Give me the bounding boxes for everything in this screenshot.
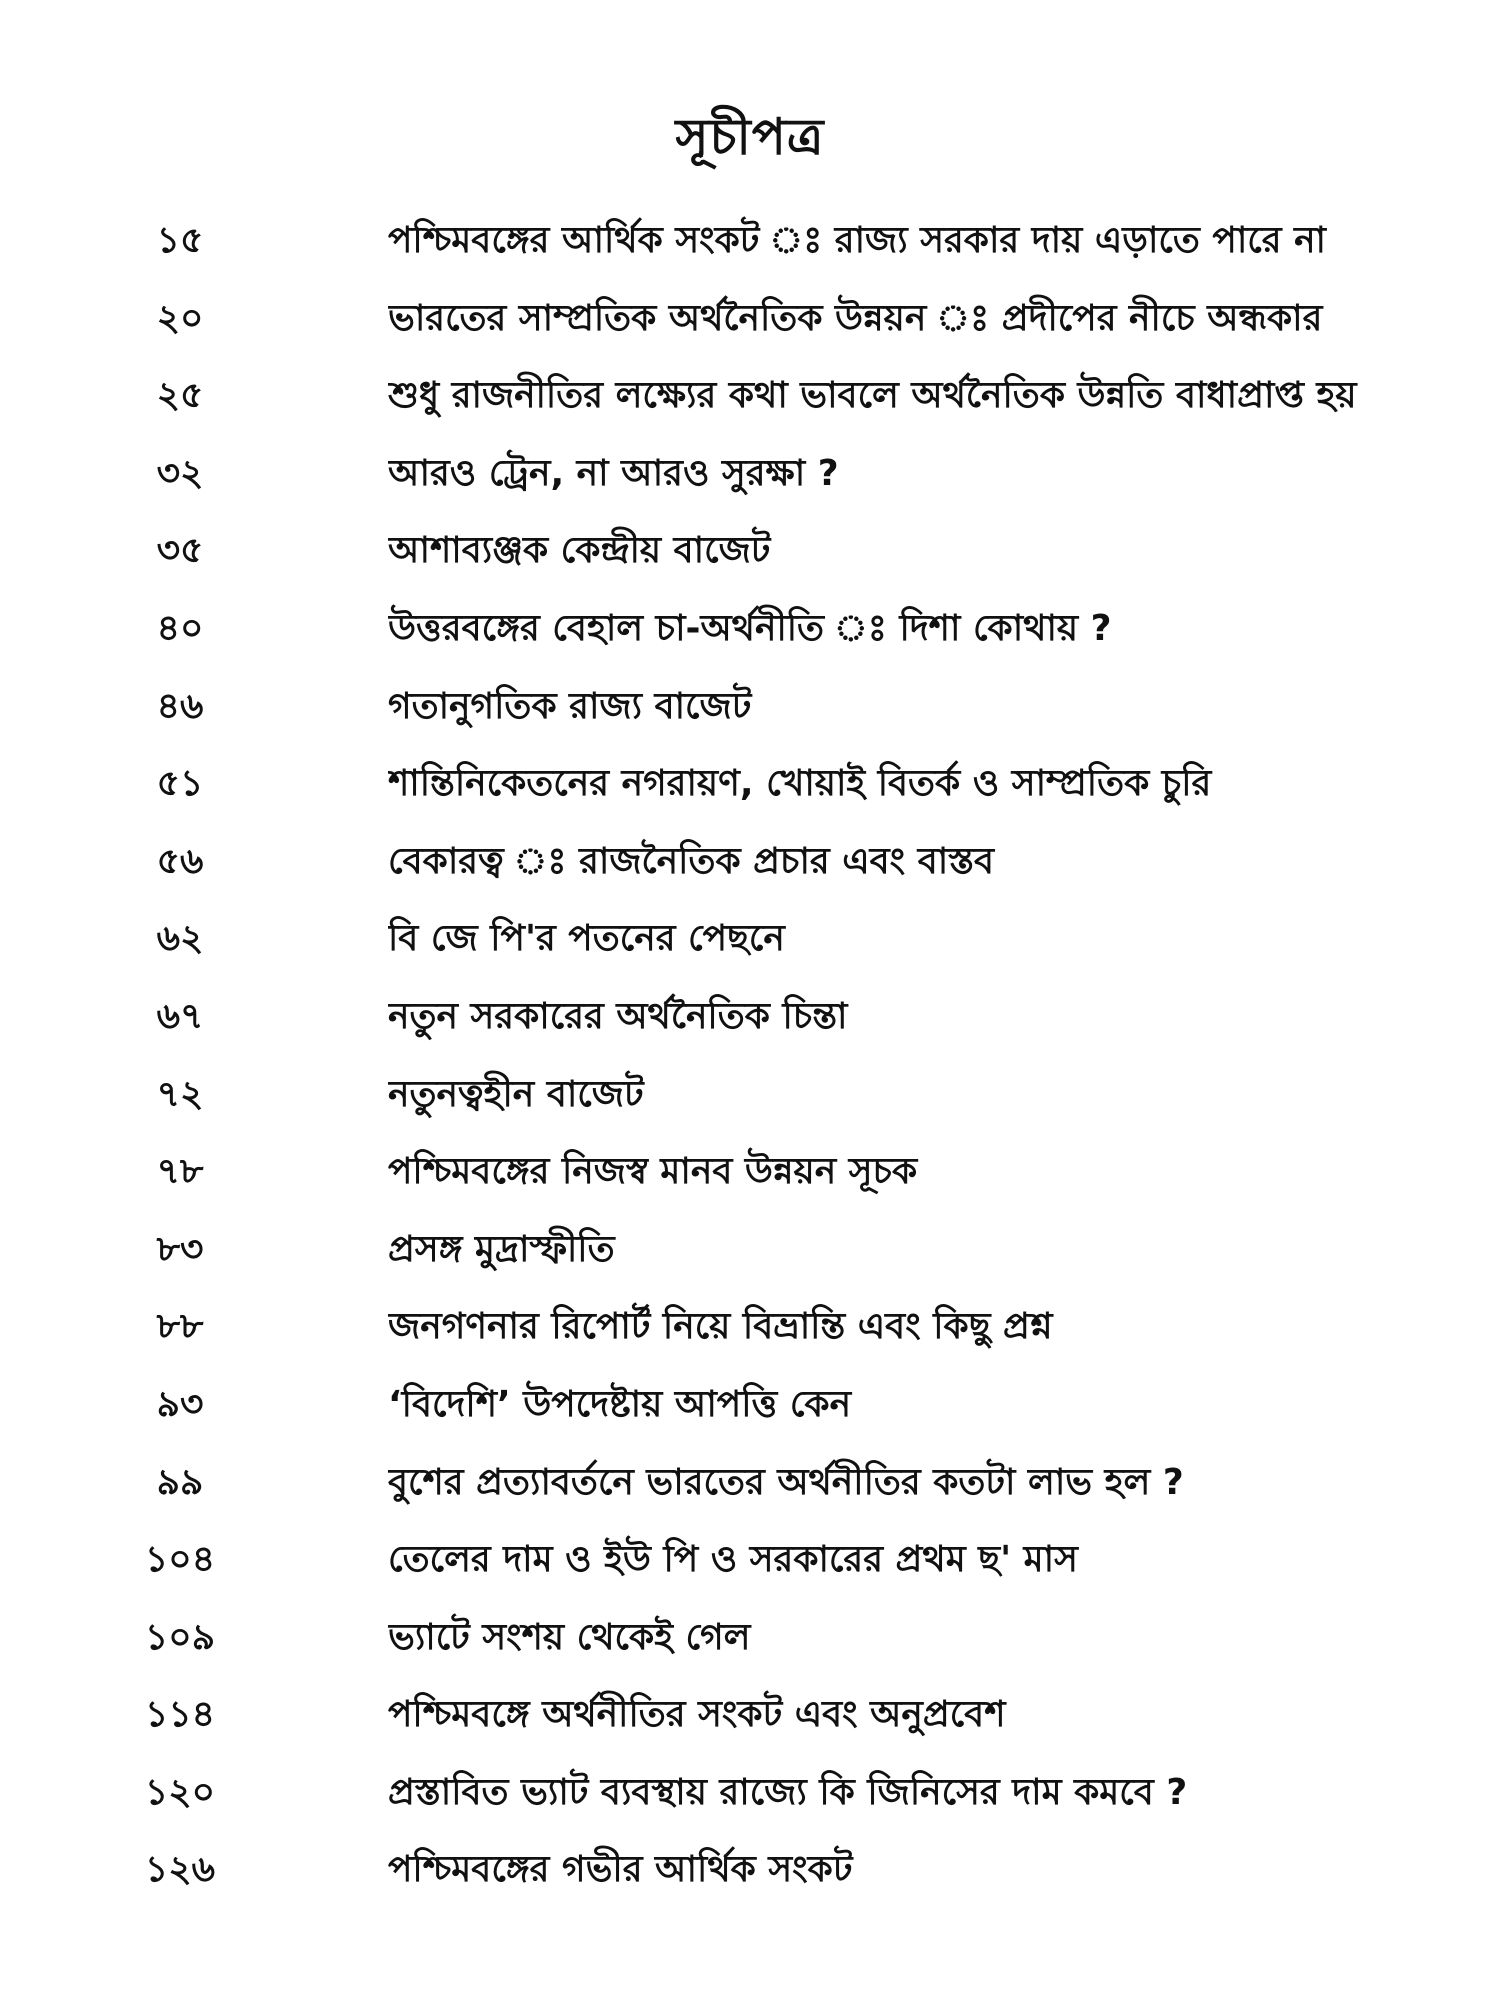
toc-entry [0, 1222, 1500, 1300]
toc-entry-title: বেকারত্ব ঃ রাজনৈতিক প্রচার এবং বাস্তব [388, 840, 995, 882]
toc-entry [0, 989, 1500, 1067]
toc-page-number: ৪০ [156, 607, 204, 649]
toc-entry-title: তেলের দাম ও ইউ পি ও সরকারের প্রথম ছ' মাস [388, 1539, 1078, 1581]
toc-entry [0, 368, 1500, 446]
toc-entry-title: ‘বিদেশি’ উপদেষ্টায় আপত্তি কেন [388, 1383, 852, 1425]
toc-entry-title: বুশের প্রত্যাবর্তনে ভারতের অর্থনীতির কতটা লাভ হল ? [388, 1461, 1184, 1503]
toc-entry-title: ভ্যাটে সংশয় থেকেই গেল [388, 1616, 751, 1658]
toc-entry-title: পশ্চিমবঙ্গের গভীর আর্থিক সংকট [388, 1849, 853, 1891]
toc-entry-title: আরও ট্রেন, না আরও সুরক্ষা ? [388, 452, 839, 494]
toc-entry [0, 834, 1500, 912]
toc-entry [0, 1765, 1500, 1843]
page-title: সূচীপত্র [675, 108, 825, 166]
toc-entry [0, 291, 1500, 369]
toc-page-number: ১০৪ [144, 1539, 216, 1581]
toc-entry [0, 1610, 1500, 1688]
toc-entry-title: উত্তরবঙ্গের বেহাল চা-অর্থনীতি ঃ দিশা কোথায় ? [388, 607, 1112, 649]
toc-entry [0, 679, 1500, 757]
toc-page-number: ৯৯ [156, 1461, 204, 1503]
toc-page-number: ৩৫ [156, 530, 204, 572]
toc-page-number: ৬৭ [156, 995, 204, 1037]
toc-page-number: ১২০ [144, 1771, 216, 1813]
toc-entry [0, 1067, 1500, 1145]
toc-entry-title: শান্তিনিকেতনের নগরায়ণ, খোয়াই বিতর্ক ও সাম্প্রতিক চুরি [388, 763, 1212, 805]
toc-entry-title: নতুনত্বহীন বাজেট [388, 1073, 644, 1115]
toc-entry-title: আশাব্যঞ্জক কেন্দ্রীয় বাজেট [388, 530, 771, 572]
toc-page-number: ১২৬ [144, 1849, 216, 1891]
toc-entry [0, 601, 1500, 679]
toc-page-number: ১১৪ [144, 1694, 216, 1736]
toc-entry-title: প্রসঙ্গ মুদ্রাস্ফীতি [388, 1228, 615, 1270]
toc-entry [0, 1455, 1500, 1533]
toc-entry-title: জনগণনার রিপোর্ট নিয়ে বিভ্রান্তি এবং কিছু প্রশ্ন [388, 1306, 1053, 1348]
toc-entry-title: বি জে পি'র পতনের পেছনে [388, 918, 785, 960]
toc-entry-title: শুধু রাজনীতির লক্ষ্যের কথা ভাবলে অর্থনৈতিক উন্নতি বাধাপ্রাপ্ত হয় [388, 375, 1357, 417]
toc-entry [0, 1532, 1500, 1610]
toc-entry-title: পশ্চিমবঙ্গে অর্থনীতির সংকট এবং অনুপ্রবেশ [388, 1694, 1006, 1736]
toc-page-number: ২০ [156, 297, 204, 339]
toc-page-number: ৬২ [156, 918, 204, 960]
toc-entry [0, 523, 1500, 601]
toc-entry [0, 446, 1500, 524]
toc-entry [0, 1299, 1500, 1377]
toc-page-number: ৭৮ [156, 1151, 204, 1193]
toc-entry [0, 911, 1500, 989]
toc-page-number: ১০৯ [144, 1616, 216, 1658]
toc-entry [0, 1842, 1500, 1920]
toc-entry-title: গতানুগতিক রাজ্য বাজেট [388, 685, 752, 727]
table-of-contents [0, 213, 1500, 1920]
toc-page-number: ৫১ [156, 763, 204, 805]
toc-entry [0, 1377, 1500, 1455]
toc-page-number: ৩২ [156, 452, 204, 494]
toc-entry [0, 756, 1500, 834]
toc-page-number: ২৫ [156, 375, 204, 417]
toc-entry-title: নতুন সরকারের অর্থনৈতিক চিন্তা [388, 995, 848, 1037]
toc-page-number: ৪৬ [156, 685, 204, 727]
toc-page-number: ৯৩ [156, 1383, 204, 1425]
toc-page-number: ৭২ [156, 1073, 204, 1115]
toc-entry-title: পশ্চিমবঙ্গের আর্থিক সংকট ঃ রাজ্য সরকার দায় এড়াতে পারে না [388, 220, 1327, 261]
toc-page-number: ৮৩ [156, 1228, 204, 1270]
toc-page-number: ১৫ [156, 220, 204, 261]
toc-entry [0, 1687, 1500, 1765]
toc-page-number: ৫৬ [156, 840, 204, 882]
toc-entry [0, 213, 1500, 291]
toc-entry-title: ভারতের সাম্প্রতিক অর্থনৈতিক উন্নয়ন ঃ প্রদীপের নীচে অন্ধকার [388, 297, 1323, 339]
toc-entry-title: পশ্চিমবঙ্গের নিজস্ব মানব উন্নয়ন সূচক [388, 1151, 918, 1193]
toc-page-number: ৮৮ [156, 1306, 204, 1348]
toc-entry [0, 1144, 1500, 1222]
toc-entry-title: প্রস্তাবিত ভ্যাট ব্যবস্থায় রাজ্যে কি জিনিসের দাম কমবে ? [388, 1771, 1188, 1813]
